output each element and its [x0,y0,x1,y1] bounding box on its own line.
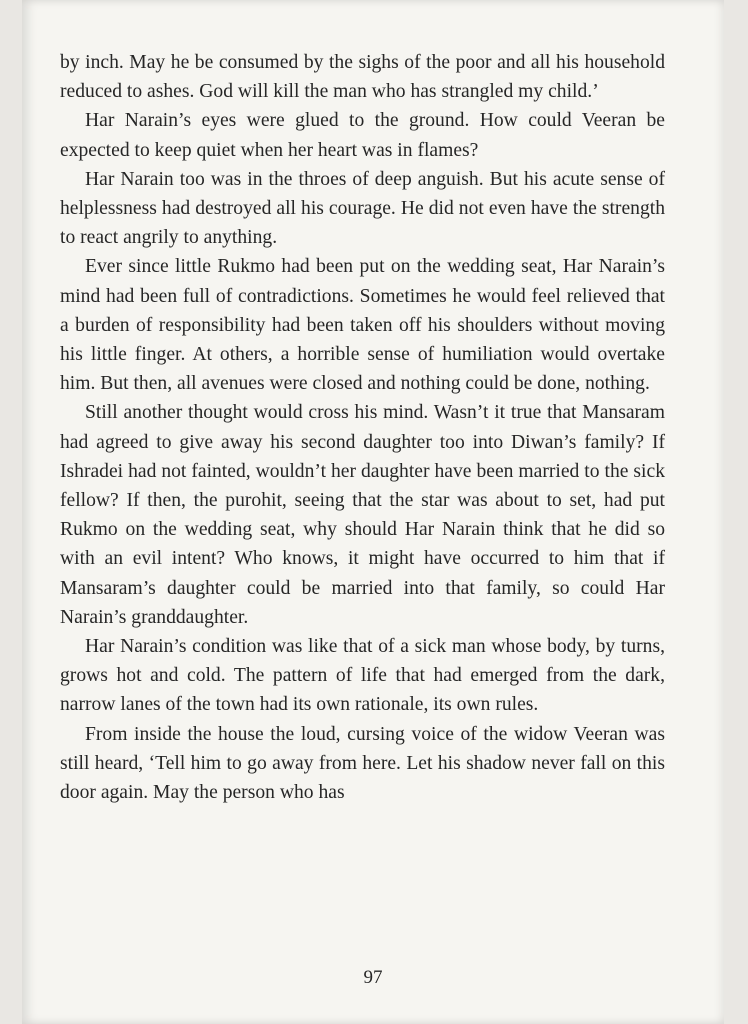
paragraph-1: by inch. May he be consumed by the sighs of the poor and all his household reduced to ashes. God will kill the man who has strangled my child.’ [60,52,665,103]
paragraph-5: Still another thought would cross his mind. Wasn’t it true that Mansaram had agreed to give away his second daughter too into Diwan’s family? If Ishradei had not fainted, wouldn’t her daughter have been married to the sick fellow? If then, the purohit, seeing that the star was about to set, had put Rukmo on the wedding seat, why should Har Narain think that he did so with an evil intent? Who knows, it might have occurred to him that if Mansaram’s daughter could be married into that family, so could Har Narain’s granddaughter. [60,402,665,628]
paragraph-7: From inside the house the loud, cursing voice of the widow Veeran was still heard, ‘Tell him to go away from here. Let his shadow never fall on this door again. May the person who has [60,723,665,804]
body-text [60,48,665,807]
page-number: 97 [363,967,383,988]
paragraph-6: Har Narain’s condition was like that of a sick man whose body, by turns, grows hot and cold. The pattern of life that had emerged from the dark, narrow lanes of the town had its own rationale, its own rules. [60,636,665,716]
paragraph-2: Har Narain’s eyes were glued to the ground. How could Veeran be expected to keep quiet when her heart was in flames? [60,110,665,161]
paragraph-3: Har Narain too was in the throes of deep anguish. But his acute sense of helplessness had destroyed all his courage. He did not even have the strength to react angrily to anything. [60,168,665,249]
paragraph-4: Ever since little Rukmo had been put on the wedding seat, Har Narain’s mind had been full of contradictions. Sometimes he would feel relieved that a burden of responsibility had been taken off his shoulders without moving his little finger. At others, a horrible sense of humiliation would overtake him. But then, all avenues were closed and nothing could be done, nothing. [60,256,665,395]
book-page [22,0,724,1024]
